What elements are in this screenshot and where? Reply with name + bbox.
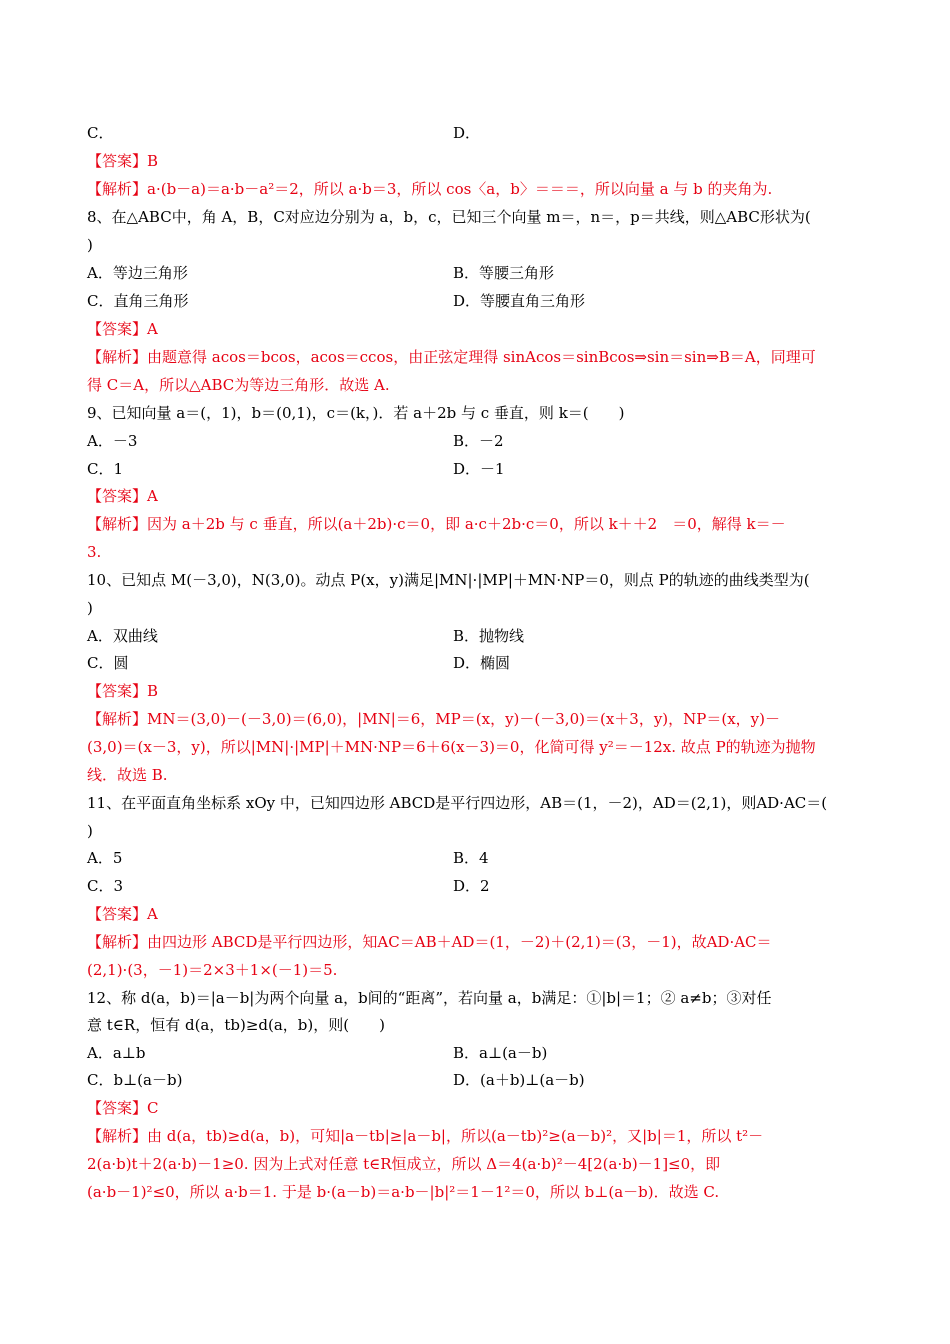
q9-stem: 9、已知向量 a＝(，1)，b＝(0,1)，c＝(k，)．若 a＋2b 与 c 垂直，则 k＝( ) bbox=[87, 404, 625, 422]
explain-text: a·(b－a)＝a·b－a²＝2，所以 a·b＝3，所以 cos〈a，b〉＝＝＝，所以向量 a 与 b 的夹角为. bbox=[147, 180, 773, 198]
q9-option-c: C．1 bbox=[87, 460, 124, 478]
q9-explain-cont: 3. bbox=[87, 543, 102, 561]
explain-text: 由四边形 ABCD是平行四边形，知AC＝AB＋AD＝(1，－2)＋(2,1)＝(3，－1)，故AD·AC＝ bbox=[147, 933, 772, 951]
q12-option-b: B．a⊥(a－b) bbox=[453, 1044, 548, 1062]
q11-option-d: D．2 bbox=[453, 877, 490, 895]
explain-text: MN＝(3,0)－(－3,0)＝(6,0)，|MN|＝6，MP＝(x，y)－(－3,0)＝(x＋3，y)，NP＝(x，y)－ bbox=[147, 710, 780, 728]
q12-stem-cont: 意 t∈R，恒有 d(a，tb)≥d(a，b)，则( ) bbox=[87, 1016, 385, 1034]
q10-option-d: D．椭圆 bbox=[453, 654, 511, 672]
q10-stem: 10、已知点 M(－3,0)，N(3,0)。动点 P(x，y)满足|MN|·|MP|＋MN·NP＝0，则点 P的轨迹的曲线类型为( bbox=[87, 571, 810, 589]
answer-label: 【答案】 bbox=[87, 1099, 148, 1117]
q11-stem: 11、在平面直角坐标系 xOy 中，已知四边形 ABCD是平行四边形，AB＝(1，－2)，AD＝(2,1)，则AD·AC＝( bbox=[87, 794, 828, 812]
q12-stem: 12、称 d(a，b)＝|a－b|为两个向量 a，b间的“距离”，若向量 a，b满足：①|b|＝1；② a≠b；③对任 bbox=[87, 989, 772, 1007]
answer-label: 【答案】 bbox=[87, 487, 148, 505]
q8-answer bbox=[87, 318, 863, 340]
q9-option-b: B．－2 bbox=[453, 432, 504, 450]
explain-label: 【解析】 bbox=[87, 933, 148, 951]
q10-explain bbox=[87, 708, 863, 730]
q11-option-b: B．4 bbox=[453, 849, 489, 867]
answer-label: 【答案】 bbox=[87, 152, 148, 170]
answer-value: A bbox=[147, 320, 158, 338]
q7-option-d: D． bbox=[453, 124, 481, 142]
q10-option-a: A．双曲线 bbox=[87, 627, 158, 645]
explain-label: 【解析】 bbox=[87, 710, 148, 728]
q12-explain-cont-2: (a·b－1)²≤0，所以 a·b＝1. 于是 b·(a－b)＝a·b－|b|²＝1－1²＝0，所以 b⊥(a－b)．故选 C. bbox=[87, 1183, 720, 1201]
q8-option-a: A．等边三角形 bbox=[87, 264, 188, 282]
q12-answer bbox=[87, 1097, 863, 1119]
q8-explain-cont: 得 C＝A，所以△ABC为等边三角形．故选 A. bbox=[87, 376, 390, 394]
q9-answer bbox=[87, 485, 863, 507]
explain-text: 由 d(a，tb)≥d(a，b)，可知|a－tb|≥|a－b|，所以(a－tb)²≥(a－b)²，又|b|＝1，所以 t²－ bbox=[147, 1127, 764, 1145]
q12-explain bbox=[87, 1125, 863, 1147]
answer-label: 【答案】 bbox=[87, 905, 148, 923]
q11-explain bbox=[87, 931, 863, 953]
q11-answer bbox=[87, 903, 863, 925]
q8-option-b: B．等腰三角形 bbox=[453, 264, 555, 282]
q8-option-d: D．等腰直角三角形 bbox=[453, 292, 586, 310]
q8-option-c: C．直角三角形 bbox=[87, 292, 189, 310]
explain-text: 因为 a＋2b 与 c 垂直，所以(a＋2b)·c＝0，即 a·c＋2b·c＝0，所以 k＋＋2 ＝0，解得 k＝－ bbox=[147, 515, 786, 533]
explain-text: 由题意得 acos＝bcos，acos＝ccos，由正弦定理得 sinAcos＝sinBcos⇒sin＝sin⇒B＝A，同理可 bbox=[147, 348, 816, 366]
q7-explain bbox=[87, 178, 863, 200]
answer-value: A bbox=[147, 905, 158, 923]
q7-option-c: C． bbox=[87, 124, 114, 142]
answer-value: C bbox=[147, 1099, 159, 1117]
q8-stem-cont: ) bbox=[87, 236, 93, 254]
explain-label: 【解析】 bbox=[87, 1127, 148, 1145]
q10-option-c: C．圆 bbox=[87, 654, 129, 672]
q11-option-a: A．5 bbox=[87, 849, 123, 867]
explain-label: 【解析】 bbox=[87, 515, 148, 533]
q11-option-c: C．3 bbox=[87, 877, 124, 895]
q10-explain-cont-2: 线．故选 B. bbox=[87, 766, 168, 784]
answer-value: A bbox=[147, 487, 158, 505]
explain-label: 【解析】 bbox=[87, 348, 148, 366]
answer-label: 【答案】 bbox=[87, 682, 148, 700]
q9-option-a: A．－3 bbox=[87, 432, 138, 450]
q8-stem: 8、在△ABC中，角 A，B，C对应边分别为 a，b，c，已知三个向量 m＝，n＝，p＝共线，则△ABC形状为( bbox=[87, 208, 811, 226]
q10-option-b: B．抛物线 bbox=[453, 627, 525, 645]
q10-explain-cont: (3,0)＝(x－3，y)，所以|MN|·|MP|＋MN·NP＝6＋6(x－3)＝0，化简可得 y²＝－12x. 故点 P的轨迹为抛物 bbox=[87, 738, 816, 756]
answer-label: 【答案】 bbox=[87, 320, 148, 338]
q9-explain bbox=[87, 513, 863, 535]
q8-explain bbox=[87, 346, 863, 368]
q10-answer bbox=[87, 680, 863, 702]
q12-explain-cont: 2(a·b)t＋2(a·b)－1≥0. 因为上式对任意 t∈R恒成立，所以 Δ＝4(a·b)²－4[2(a·b)－1]≤0，即 bbox=[87, 1155, 721, 1173]
q12-option-a: A．a⊥b bbox=[87, 1044, 146, 1062]
q11-explain-cont: (2,1)·(3，－1)＝2×3＋1×(－1)＝5. bbox=[87, 961, 338, 979]
q12-option-c: C．b⊥(a－b) bbox=[87, 1071, 183, 1089]
q9-option-d: D．－1 bbox=[453, 460, 505, 478]
q12-option-d: D．(a＋b)⊥(a－b) bbox=[453, 1071, 585, 1089]
answer-value: B bbox=[147, 152, 159, 170]
q7-answer bbox=[87, 150, 863, 172]
q10-stem-cont: ) bbox=[87, 599, 93, 617]
answer-value: B bbox=[147, 682, 159, 700]
explain-label: 【解析】 bbox=[87, 180, 148, 198]
q11-stem-cont: ) bbox=[87, 822, 93, 840]
